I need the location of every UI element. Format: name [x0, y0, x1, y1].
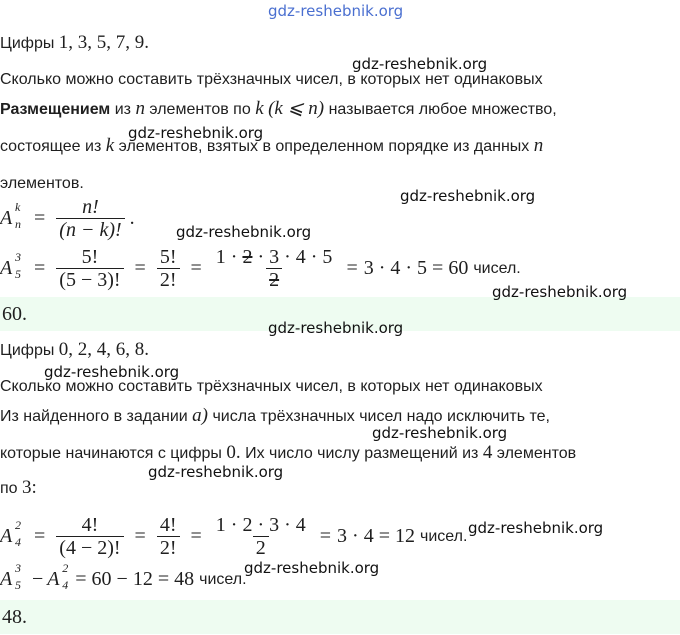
fraction: $\frac{5!}{2!}$ [157, 246, 180, 291]
fraction: $\frac{n!}{(n - k)!}$ [56, 196, 124, 241]
watermark: gdz-reshebnik.org [128, 124, 264, 142]
watermark: gdz-reshebnik.org [492, 283, 628, 301]
digits-a: 1, 3, 5, 7, 9. [58, 32, 150, 53]
watermark: gdz-reshebnik.org [268, 2, 404, 20]
watermark: gdz-reshebnik.org [400, 187, 536, 205]
fraction: $\frac{1 \cdot 2 \cdot 3 \cdot 4 \cdot 5}{2}$ [215, 246, 333, 291]
watermark: gdz-reshebnik.org [352, 55, 488, 73]
watermark: gdz-reshebnik.org [372, 424, 508, 442]
fraction: $\frac{5!}{(5 - 3)!}$ [56, 246, 123, 291]
formula-general: A k n = $\frac{n!}{(n - k)!}$ . [0, 196, 135, 241]
definition-line-1: Размещением из n элементов по k (k ⩽ n) называется любое множество, [0, 98, 557, 119]
explanation-line-3: по 3: [0, 477, 37, 498]
definition-line-2: состоящее из k элементов, взятых в определенном порядке из данных n [0, 135, 544, 156]
formula-calc-a: A 3 5 = $\frac{5!}{(5 - 3)!}$ = $\frac{5!}{2!}$ = $\frac{1 \cdot 2 \cdot 3 \cdot 4 \cdot 5}{2}$ = 3 · 4 · 5 = 60 чисел. [0, 246, 521, 291]
digits-b: 0, 2, 4, 6, 8. [58, 339, 150, 360]
explanation-line-1: Из найденного в задании a) числа трёхзначных чисел надо исключить те, [0, 405, 550, 426]
fraction: $\frac{1 \cdot 2 \cdot 3 \cdot 4}{2}$ [215, 514, 306, 559]
watermark: gdz-reshebnik.org [244, 559, 380, 577]
watermark: gdz-reshebnik.org [468, 519, 604, 537]
watermark: gdz-reshebnik.org [268, 319, 404, 337]
answer-b: 48. [0, 600, 680, 634]
fraction: $\frac{4!}{2!}$ [157, 514, 180, 559]
definition-line-3: элементов. [0, 175, 84, 192]
formula-calc-b: A 2 4 = $\frac{4!}{(4 - 2)!}$ = $\frac{4!}{2!}$ = $\frac{1 \cdot 2 \cdot 3 \cdot 4}{2}$ = 3 · 4 = 12 чисел. [0, 514, 468, 559]
watermark: gdz-reshebnik.org [148, 463, 284, 481]
fraction: $\frac{4!}{(4 - 2)!}$ [56, 514, 123, 559]
watermark: gdz-reshebnik.org [44, 363, 180, 381]
explanation-line-2: которые начинаются с цифры 0. Их число числу размещений из 4 элементов [0, 442, 577, 463]
question-a: Сколько можно составить трёхзначных чисел, в которых нет одинаковых [0, 71, 543, 88]
digits-line-a: Цифры 1, 3, 5, 7, 9. [0, 32, 150, 53]
watermark: gdz-reshebnik.org [176, 223, 312, 241]
formula-diff-b: A 3 5 − A 2 4 = 60 − 12 = 48 чисел. [0, 561, 247, 592]
question-b: Сколько можно составить трёхзначных чисел, в которых нет одинаковых [0, 378, 543, 395]
answer-a: 60. [0, 297, 680, 331]
digits-line-b: Цифры 0, 2, 4, 6, 8. [0, 339, 150, 360]
